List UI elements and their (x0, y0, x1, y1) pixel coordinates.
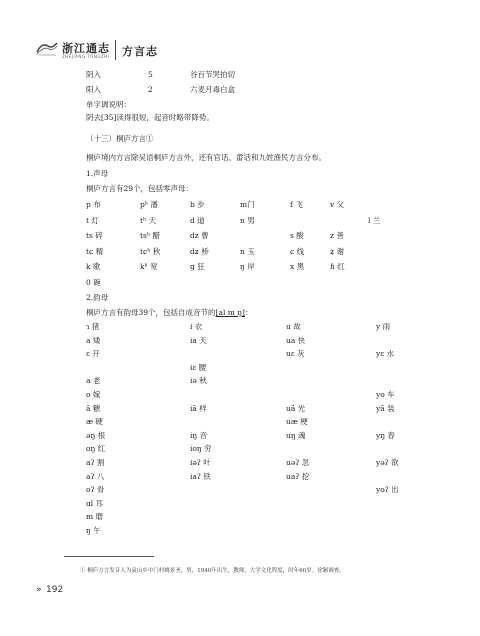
tone-examples: 六麦月毒白盒 (190, 85, 235, 94)
final-cell: yã 装 (376, 403, 395, 413)
final-cell: oŋ 红 (86, 444, 106, 454)
finals-heading: 2.韵母 (86, 293, 109, 302)
final-cell: iã 样 (190, 403, 207, 413)
initial-cell: x 黑 (290, 262, 305, 271)
initial-cell: 0 碗 (86, 277, 101, 287)
final-cell: iə 秋 (190, 376, 207, 386)
final-cell: yŋ 春 (376, 430, 395, 440)
final-cell: uæ 梗 (286, 417, 308, 427)
final-cell: ɿ 猪 (86, 322, 100, 331)
final-cell: uəʔ 忽 (286, 458, 310, 467)
initials-heading: 1.声母 (86, 169, 109, 178)
page-marker: » (36, 585, 42, 595)
book-title: 方言志 (122, 45, 158, 58)
final-cell: o 嫁 (86, 390, 101, 399)
finals-desc-colon: ： (244, 308, 253, 317)
initial-cell: t 灯 (86, 215, 99, 225)
final-cell: iɛ 腰 (190, 362, 207, 372)
final-cell: a 矮 (86, 335, 101, 345)
final-cell: aʔ 八 (86, 471, 105, 481)
initial-cell: ŋ 岸 (240, 262, 255, 271)
final-cell: ua 快 (286, 335, 306, 345)
initial-cell: n 男 (240, 215, 255, 225)
initial-cell: g 狂 (190, 262, 205, 271)
finals-desc-text: 桐庐方言有韵母39个，包括自成音节的 (86, 308, 216, 317)
initial-cell: dz 曹 (190, 231, 209, 240)
initial-cell: tɕʰ 秋 (140, 246, 161, 256)
initial-cell: tsʰ 醋 (140, 231, 160, 240)
final-cell: a 老 (86, 376, 101, 386)
final-cell: u 故 (286, 322, 301, 331)
note-body: 阴去[35]读得很短，起音时略带降势。 (86, 113, 214, 122)
final-cell: m 磨 (86, 512, 103, 522)
finals-desc-syllabic: [al m ŋ] (215, 308, 245, 317)
final-cell: ɑl 耳 (86, 498, 104, 508)
initial-cell: z 善 (330, 231, 344, 240)
initial-cell: pʰ 潘 (140, 200, 158, 209)
initials-description: 桐庐方言有29个，包括零声母： (86, 184, 194, 193)
final-cell: yɛ 水 (376, 349, 395, 359)
initial-cell: ɦ 红 (330, 262, 345, 271)
series-title: 浙江通志 (62, 42, 110, 55)
final-cell: yo 车 (376, 390, 395, 399)
final-cell: ŋ 午 (86, 526, 101, 535)
final-cell: ia 天 (190, 335, 207, 345)
page-number: 192 (46, 585, 64, 595)
footnote-rule (64, 556, 154, 557)
series-pinyin: ZHEJIANG TONGZHI (62, 54, 110, 59)
tone-examples: 谷百节哭拍切 (190, 70, 235, 79)
final-cell: əŋ 根 (86, 430, 106, 440)
final-cell: iaʔ 铁 (190, 471, 211, 481)
initial-cell: tʰ 天 (140, 215, 157, 225)
tone-name: 阴入 (86, 70, 101, 79)
tone-name: 阳入 (86, 85, 101, 94)
initial-cell: dʑ 桥 (190, 246, 209, 256)
header-divider (115, 40, 116, 60)
final-cell: iŋ 音 (190, 430, 208, 440)
final-cell: æ 硬 (86, 417, 103, 427)
initial-cell: n 玉 (240, 246, 255, 256)
final-cell: ã 糖 (86, 403, 101, 413)
initial-cell: d 道 (190, 215, 205, 225)
final-cell: uaʔ 挖 (286, 471, 310, 481)
initial-cell: tɕ 精 (86, 246, 104, 256)
final-cell: i 衣 (190, 322, 203, 331)
final-cell: ɛ 开 (86, 349, 100, 359)
initial-cell: ʑ 谢 (330, 246, 345, 256)
final-cell: uŋ 魂 (286, 430, 306, 440)
final-cell: iəʔ 叶 (190, 458, 211, 467)
initial-cell: l 兰 (368, 215, 381, 225)
initial-cell: b 步 (190, 200, 205, 209)
initial-cell: kʰ 宽 (140, 262, 158, 271)
final-cell: ioŋ 穷 (190, 444, 212, 454)
initial-cell: ɕ 线 (290, 246, 305, 256)
intro-paragraph: 桐庐境内方言除吴语桐庐方言外，还有官话、畲话和九姓渔民方言分布。 (86, 153, 326, 162)
final-cell: oʔ 骨 (86, 485, 105, 495)
initial-cell: v 父 (330, 200, 345, 209)
final-cell: y 雨 (376, 322, 391, 331)
tone-value: 2 (148, 85, 153, 94)
final-cell: yoʔ 出 (376, 485, 399, 495)
finals-description (86, 308, 252, 317)
initial-cell: k 歌 (86, 262, 101, 271)
initial-cell: f 飞 (290, 200, 303, 209)
note-title: 单字调说明： (86, 100, 131, 109)
initial-cell: p 布 (86, 200, 101, 209)
section-title: （十三）桐庐方言① (86, 134, 154, 143)
final-cell: uɛ 灰 (286, 349, 305, 359)
tone-value: 5 (148, 70, 153, 79)
final-cell: yəʔ 欲 (376, 458, 399, 467)
initial-cell: s 酸 (290, 231, 304, 240)
zhejiang-logo-icon (36, 40, 58, 56)
final-cell: aʔ 割 (86, 458, 105, 467)
initial-cell: m门 (240, 200, 255, 209)
final-cell: uã 光 (286, 403, 306, 413)
footnote: ① 桐庐方言发音人为袁山乡中门村姚景圣，男，1940年出生，教师，大学文化程度，时年60岁。徐颖调查。 (80, 568, 345, 574)
initial-cell: ts 碎 (86, 231, 103, 240)
